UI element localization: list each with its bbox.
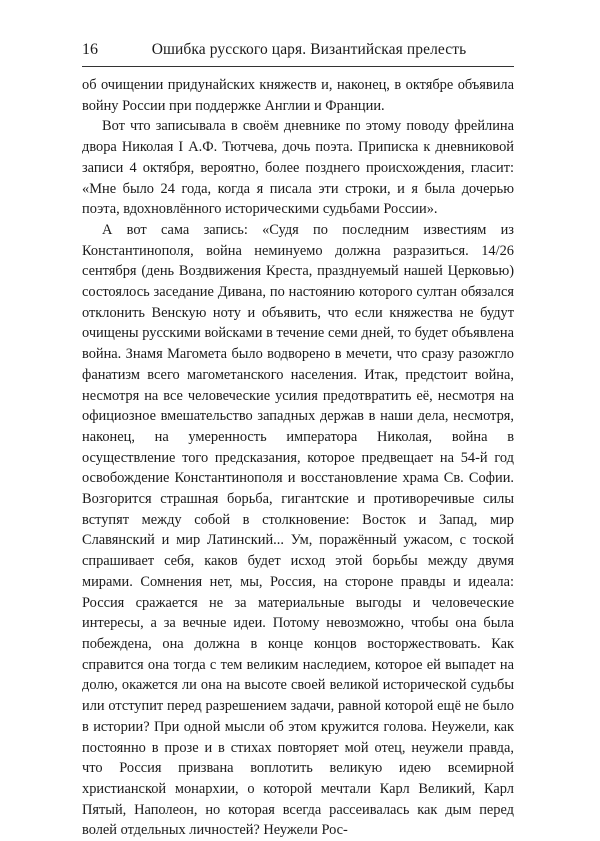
body-text — [82, 75, 514, 841]
paragraph: Вот что записывала в своём дневнике по этому поводу фрейлина двора Николая I А.Ф. Тютчева, дочь поэта. Приписка к дневниковой записи 4 октября, вероятно, более позднего происхождения, гласит: «Мне было 24 года, когда я писала эти строки, и я была дочерью поэта, вдохновлённого историческими судьбами России». — [82, 118, 514, 218]
paragraph-continuation: об очищении придунайских княжеств и, наконец, в октябре объявила войну России при поддержке Англии и Франции. — [82, 77, 514, 114]
book-page — [82, 40, 514, 841]
page-number: 16 — [82, 41, 98, 58]
running-title: Ошибка русского царя. Византийская прелесть — [151, 41, 467, 58]
page-header — [82, 40, 514, 67]
paragraph: А вот сама запись: «Судя по последним известиям из Константинополя, война неминуемо должна разразиться. 14/26 сентября (день Воздвижения Креста, празднуемый нашей Церковью) состоялось заседание Дивана, по настоянию которого султан обязался отклонить Венскую ноту и объявить, что если княжества не будут очищены русскими войсками в течение семи дней, то будет объявлена война. Знамя Магомета было водворено в мечети, что сразу разожгло фанатизм всего магометанского населения. Итак, предстоит война, несмотря на все человеческие усилия предотвратить её, несмотря на официозное вмешательство западных держав в наши дела, несмотря, наконец, на умеренность императора Николая, война в осуществление того предсказания, которое предвещает на 54-й год освобождение Константинополя и восстановление храма Св. Софии. Возгорится страшная борьба, гигантские и противоречивые силы вступят между собой в столкновение: Восток и Запад, мир Славянский и мир Латинский... Ум, поражённый ужасом, с тоской спрашивает себя, каков будет исход этой борьбы между двумя мирами. Сомнения нет, мы, Россия, на стороне правды и идеала: Россия сражается не за материальные выгоды и человеческие интересы, а за вечные идеи. Потому невозможно, чтобы она была побеждена, она должна в конце концов восторжествовать. Как справится она тогда с тем великим наследием, которое ей выпадет на долю, окажется ли она на высоте своей великой исторической судьбы или отступит перед разрешением задачи, равной которой ещё не было в истории? При одной мысли об этом кружится голова. Неужели, как постоянно в прозе и в стихах повторяет мой отец, неужели правда, что Россия призвана воплотить великую идею всемирной христианской монархии, о которой мечтали Карл Великий, Карл Пятый, Наполеон, но которая всегда рассеивалась как дым перед волей отдельных личностей? Неужели Рос- — [82, 221, 514, 839]
